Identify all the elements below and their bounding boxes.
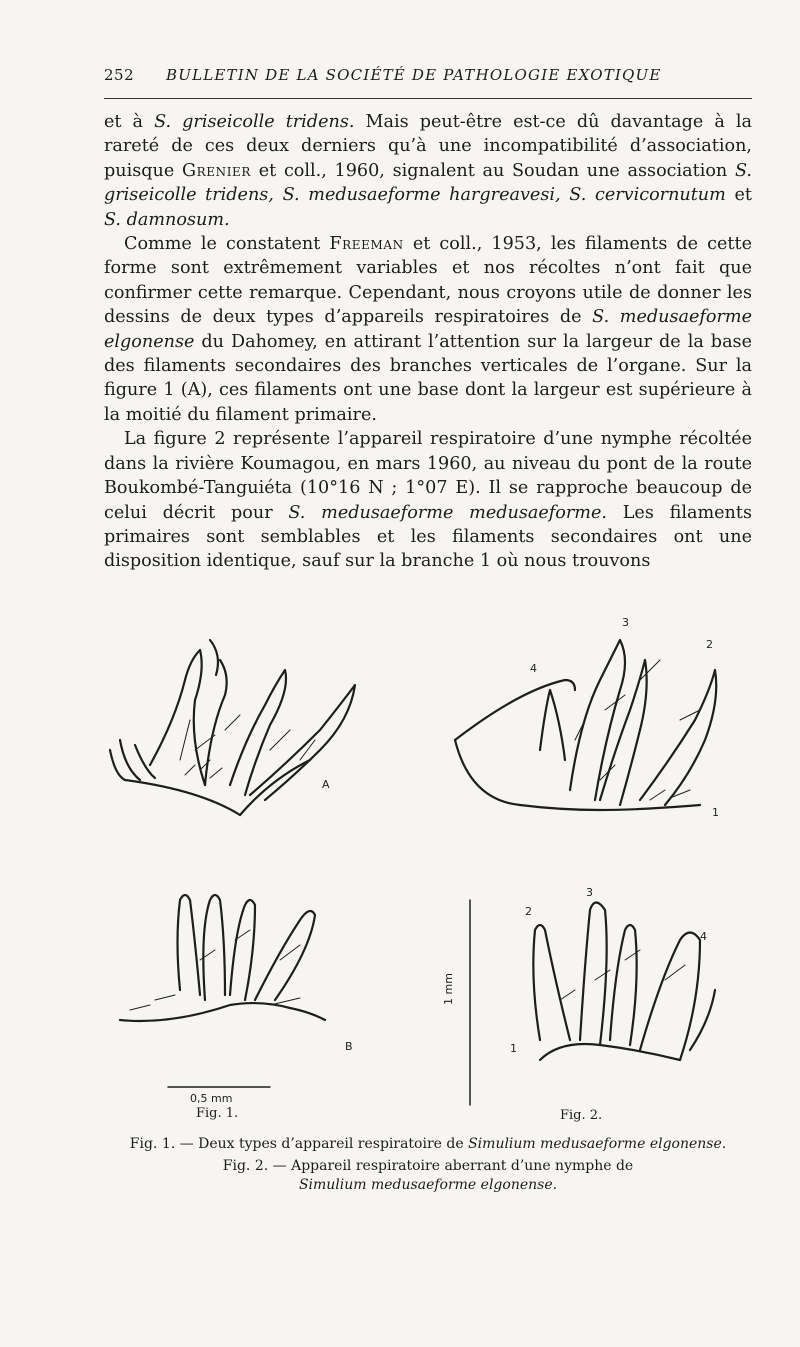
figures-area [0,600,800,1140]
label-1-bot: 1 [510,1042,517,1055]
body-text [104,110,752,574]
caption-species: Simulium medusaeforme elgonense. [468,1136,727,1152]
caption-fig2 [104,1157,752,1195]
paragraph-2 [104,232,752,427]
page-number: 252 [104,66,135,84]
label-a: A [322,778,330,791]
running-header [104,66,752,84]
label-4-bot: 4 [700,930,707,943]
caption-species: Simulium medusaeforme elgonense. [298,1177,558,1193]
species-name: S. medusaeforme medusaeforme. [288,502,607,523]
figure-drawings [0,600,800,1140]
fig1-label: Fig. 1. [196,1106,239,1121]
text-run: La figure 2 représente l’appareil respiratoire d’une nymphe récoltée dans la rivière Koumagou, en mars 1960, au niveau du pont de la route Boukombé-Tanguiéta (10°16 N ; 1°07 E). Il se rapproche beaucoup de celui décrit pour [104,429,752,523]
text-run: Mais peut-être est-ce dû davantage à la rareté de ces deux derniers qu’à une incompatibilité d’association, puisque [104,112,752,181]
author-name: Freeman [329,234,404,255]
text-run: du Dahomey, en attirant l’attention sur la largeur de la base des filaments secondaires des branches verticales de l’organe. Sur la figure 1 (A), ces filaments ont une base dont la largeur est supérieure à la moitié du filament primaire. [104,331,752,425]
label-4-top: 4 [530,662,537,675]
species-name: S. griseicolle tridens, S. medusaeforme hargreavesi, S. cervicornutum [104,160,752,206]
paragraph-3 [104,427,752,573]
label-b: B [345,1040,353,1053]
species-name: S. medusaeforme elgonense [104,307,752,352]
drawing-fig1-a [110,640,355,815]
drawing-fig2-bot [533,903,715,1061]
label-3-top: 3 [622,616,629,629]
figure-captions [104,1135,752,1198]
caption-fig1 [104,1135,752,1154]
author-name: Grenier [181,160,252,181]
caption-text: Fig. 1. — Deux types d’appareil respiratoire de [129,1136,469,1152]
scale-label-vertical: 1 mm [442,973,455,1005]
label-2-top: 2 [706,638,713,651]
header-rule [104,98,752,99]
text-run: et coll., 1953, les filaments de cette forme sont extrêmement variables et nos récoltes n’ont fait que confirmer cette remarque. Cependant, nous croyons utile de donner les dessins de deux types d’appareils respiratoires de [104,234,752,328]
scale-label-horizontal: 0,5 mm [190,1092,233,1105]
text-run: et à [104,112,155,132]
drawing-fig2-top [455,640,716,810]
species-name: S. griseicolle tridens. [154,112,355,132]
text-run: et coll., 1960, signalent au Soudan une association [251,160,735,181]
fig2-label: Fig. 2. [560,1108,603,1123]
drawing-fig1-b [120,895,325,1021]
label-1-top: 1 [712,806,719,819]
text-run: Les filaments primaires sont semblables et les filaments secondaires ont une disposition identique, sauf sur la branche 1 où nous trouvons [104,502,752,572]
text-run: Comme le constatent [124,234,330,255]
caption-text: Fig. 2. — Appareil respiratoire aberrant d’une nymphe de [222,1158,634,1174]
label-3-bot: 3 [586,886,593,899]
paragraph-1 [104,110,752,232]
species-name: S. damnosum. [104,209,230,230]
label-2-bot: 2 [525,905,532,918]
running-title: BULLETIN DE LA SOCIÉTÉ DE PATHOLOGIE EXOTIQUE [166,66,662,84]
text-run: et [725,185,752,206]
